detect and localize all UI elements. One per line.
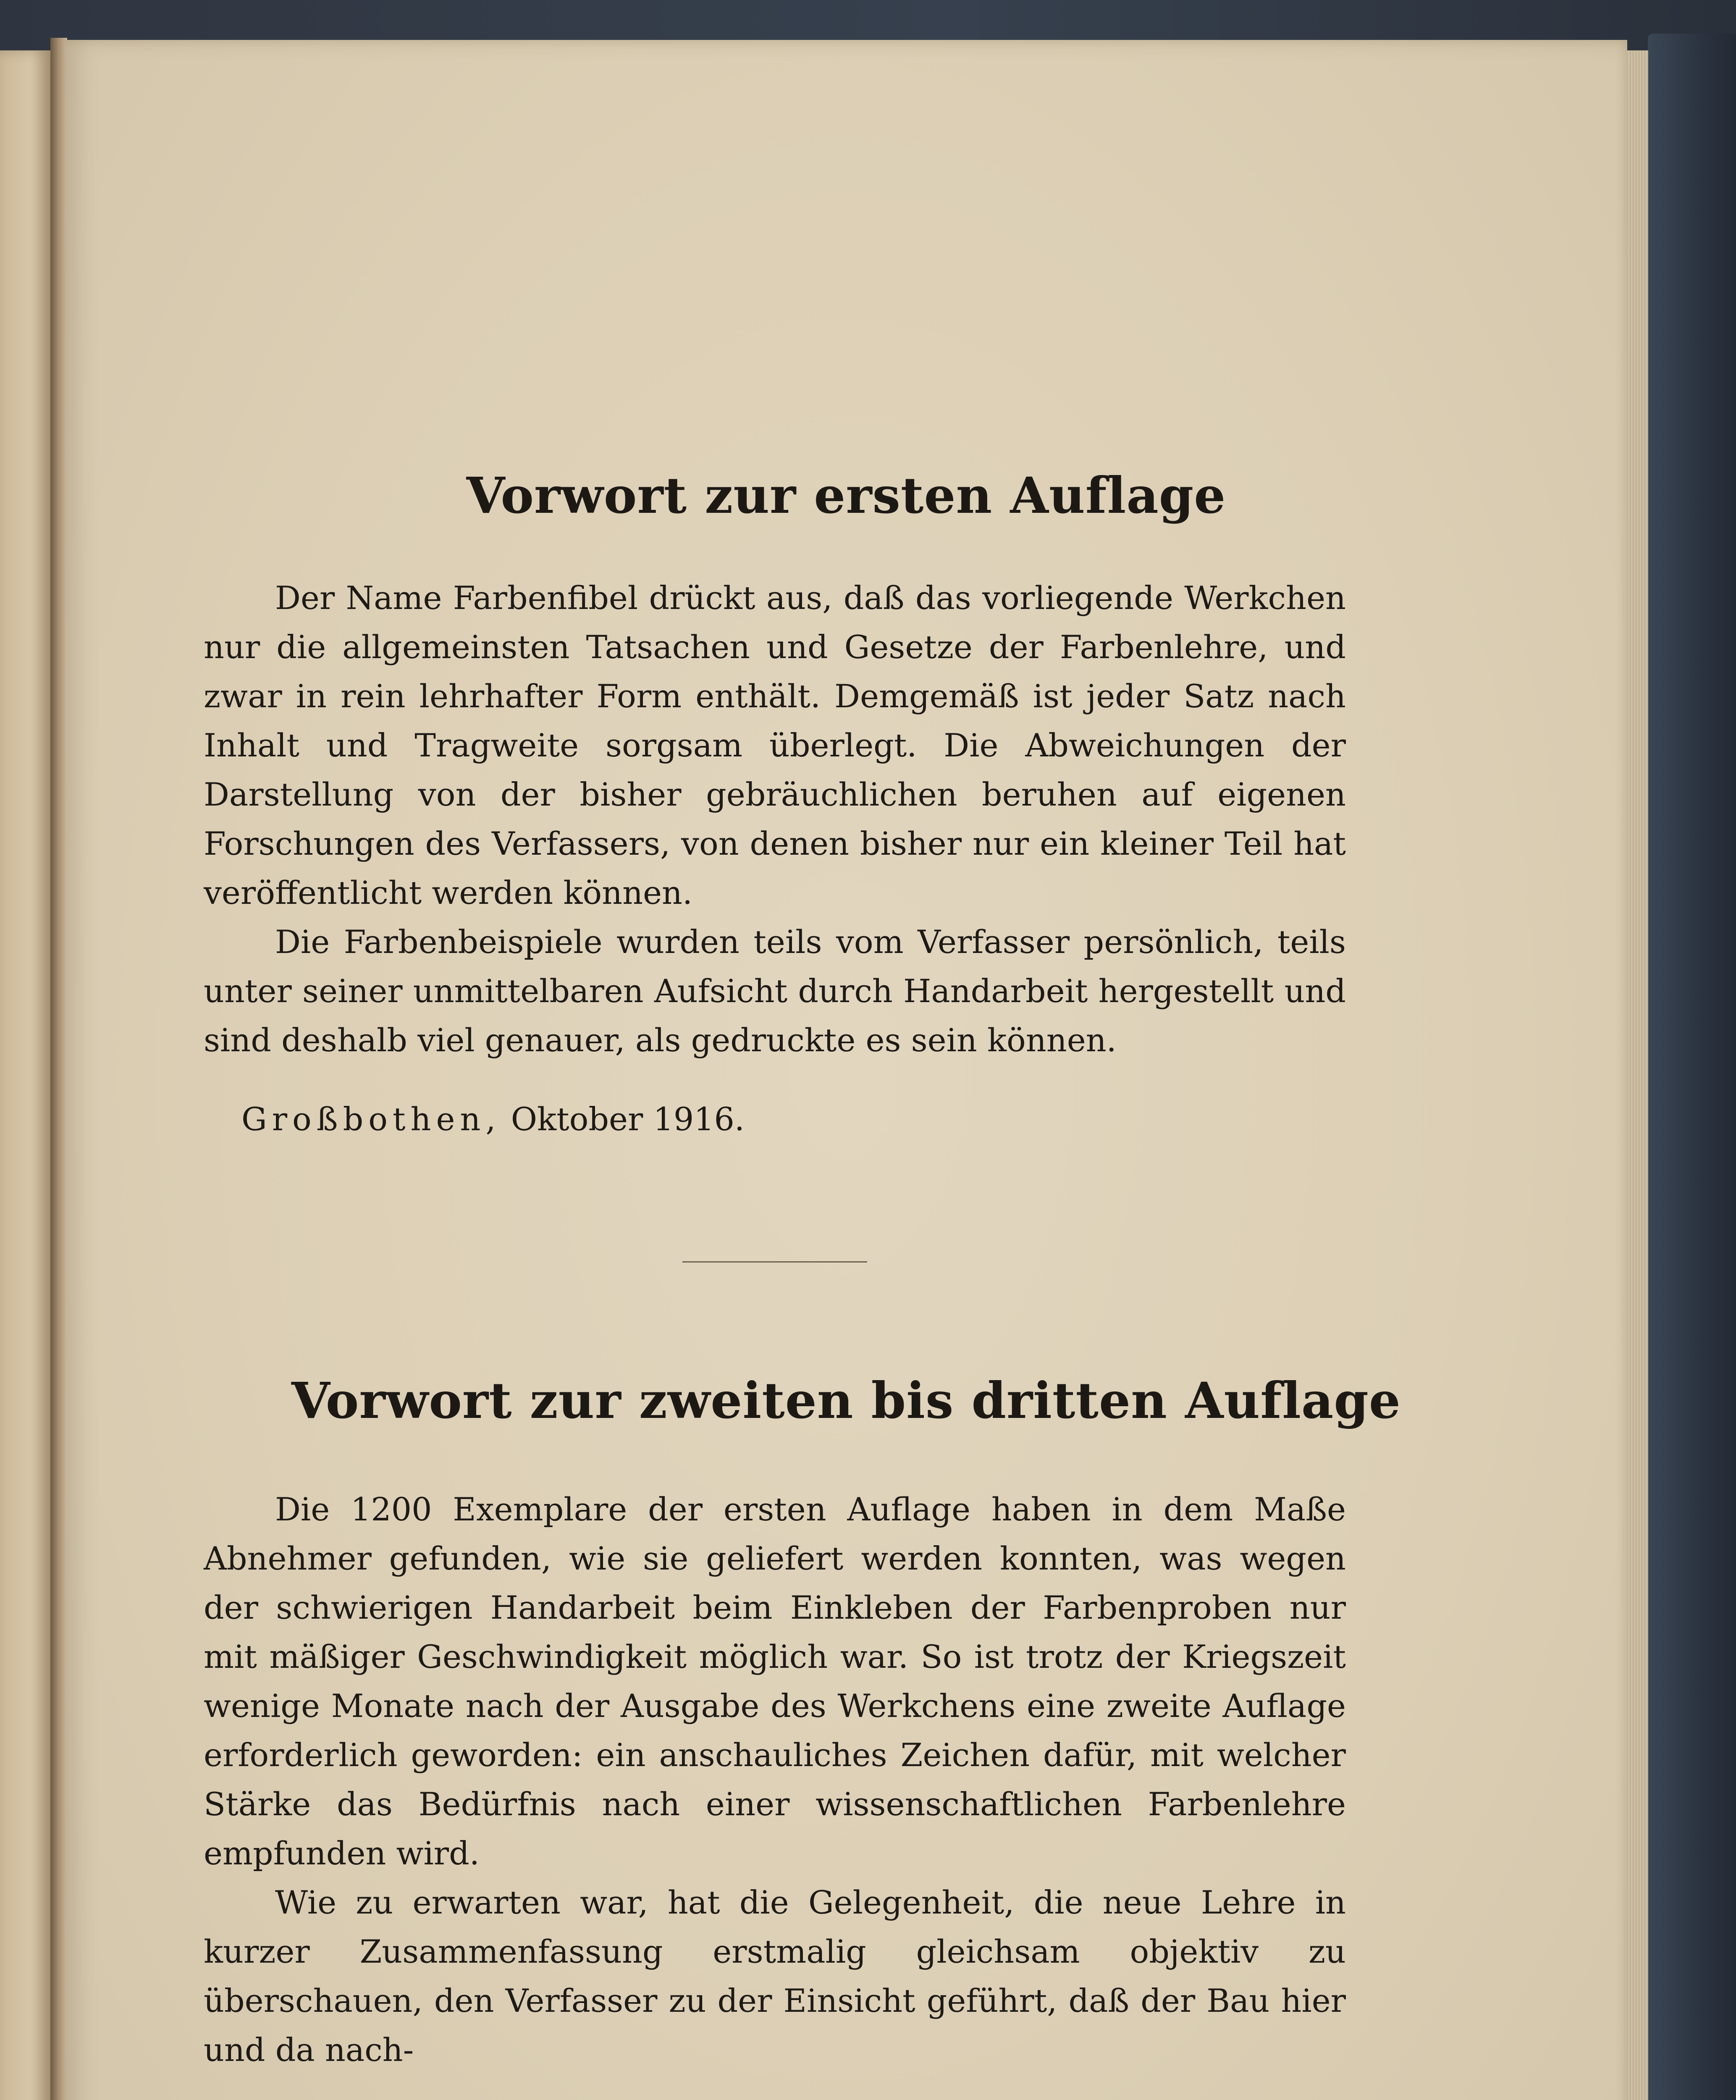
- section-body-first-edition: [204, 573, 1346, 1065]
- section-heading-second-edition: Vorwort zur zweiten bis dritten Auflage: [291, 1371, 1401, 1430]
- paragraph: Die Farbenbeispiele wurden teils vom Verfasser persönlich, teils unter seiner unmittelbaren Aufsicht durch Handarbeit hergestellt und sind deshalb viel genauer, als gedruckte es sein können.: [204, 923, 1346, 1059]
- place-and-date: [241, 1100, 745, 1138]
- cover-edge: [1648, 34, 1736, 2100]
- section-body-second-edition: [204, 1485, 1346, 2074]
- left-page-edge: [0, 50, 50, 2100]
- section-divider: [682, 1261, 867, 1263]
- place: Großbothen,: [241, 1100, 501, 1138]
- date: Oktober 1916.: [511, 1100, 745, 1138]
- section-heading-first-edition: Vorwort zur ersten Auflage: [466, 466, 1226, 525]
- paragraph: Wie zu erwarten war, hat die Gelegenheit, die neue Lehre in kurzer Zusammenfassung erstmalig gleichsam objektiv zu überschauen, den Verfasser zu der Einsicht geführt, daß der Bau hier und da nach-: [204, 1884, 1346, 2068]
- book-gutter: [50, 38, 67, 2100]
- paragraph: Die 1200 Exemplare der ersten Auflage haben in dem Maße Abnehmer gefunden, wie sie geliefert werden konnten, was wegen der schwierigen Handarbeit beim Einkleben der Farbenproben nur mit mäßiger Geschwindigkeit möglich war. So ist trotz der Kriegszeit wenige Monate nach der Ausgabe des Werkchens eine zweite Auflage erforderlich geworden: ein anschauliches Zeichen dafür, mit welcher Stärke das Bedürfnis nach einer wissenschaftlichen Farbenlehre empfunden wird.: [204, 1491, 1346, 1872]
- paragraph: Der Name Farbenfibel drückt aus, daß das vorliegende Werkchen nur die allgemeinsten Tatsachen und Gesetze der Farbenlehre, und zwar in rein lehrhafter Form enthält. Demgemäß ist jeder Satz nach Inhalt und Tragweite sorgsam überlegt. Die Abweichungen der Darstellung von der bisher gebräuchlichen beruhen auf eigenen Forschungen des Verfassers, von denen bisher nur ein kleiner Teil hat veröffentlicht werden können.: [204, 579, 1346, 911]
